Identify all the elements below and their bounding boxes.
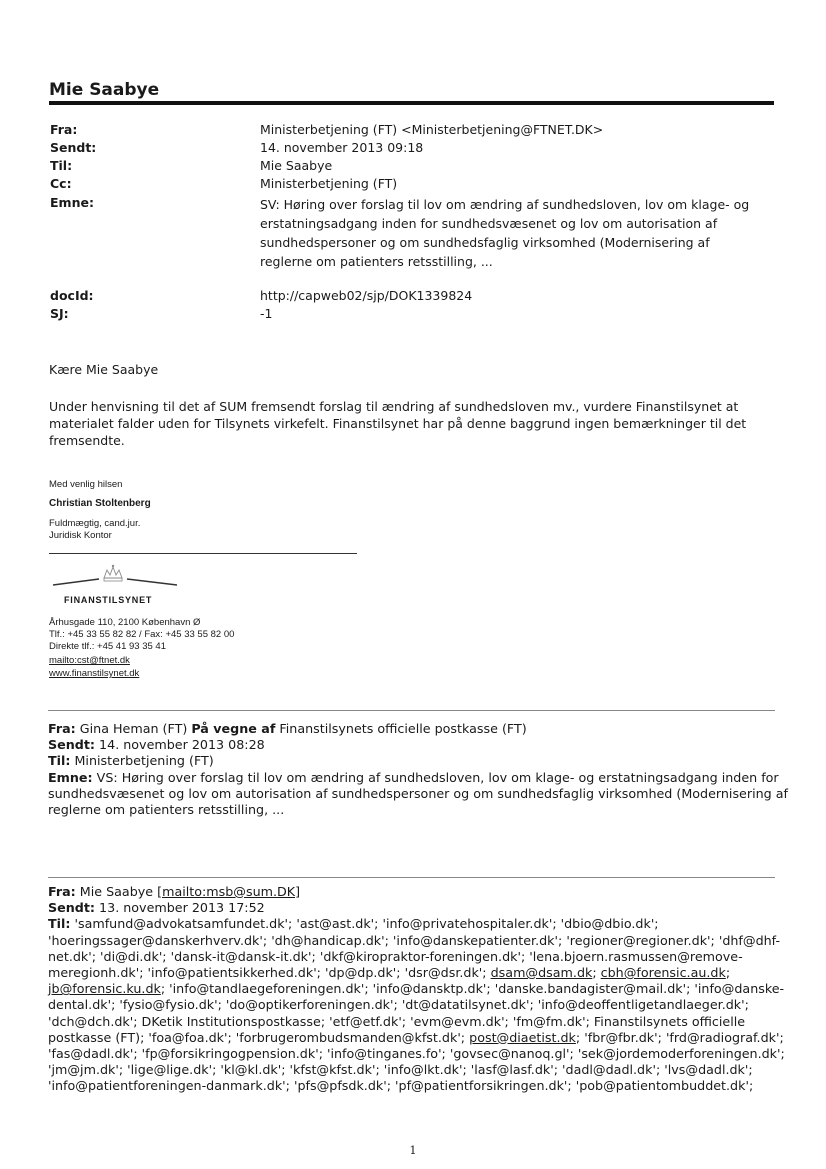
fwd1-fra-label: Fra: xyxy=(48,721,76,736)
sig-phone: Tlf.: +45 33 55 82 82 / Fax: +45 33 55 82 00 xyxy=(49,629,235,640)
meta-value-sendt: 14. november 2013 09:18 xyxy=(260,140,424,155)
meta-value-docid: http://capweb02/sjp/DOK1339824 xyxy=(260,288,473,303)
sig-address: Århusgade 110, 2100 København Ø xyxy=(49,617,201,628)
sig-title: Fuldmægtig, cand.jur. xyxy=(49,518,141,529)
greeting: Kære Mie Saabye xyxy=(49,362,159,377)
fwd1-fra-value: Gina Heman (FT) xyxy=(79,721,188,736)
fwd2-til-list-a: 'samfund@advokatsamfundet.dk'; 'ast@ast.dk'; 'info@privatehospitaler.dk'; 'dbio@dbio.dk'; 'hoeringssager@danskerhverv.dk'; 'dh@handicap.dk'; 'info@danskepatienter.dk'; 'regioner@regioner.dk'; 'dhf@dhf-net.dk'; 'di@di.dk'; 'dansk-it@dansk-it.dk'; 'dkf@kiropraktor-foreningen.dk'; 'lena.bjoern.rasmussen@remove-meregionh.dk'; 'info@patientsikkerhed.dk'; 'dp@dp.dk'; 'dsr@dsr.dk'; xyxy=(48,916,781,981)
meta-label-cc: Cc: xyxy=(50,176,72,191)
recipient-link[interactable]: post@diaetist.dk xyxy=(469,1029,576,1045)
separator xyxy=(48,877,775,878)
page-number: 1 xyxy=(409,1144,417,1157)
meta-label-til: Til: xyxy=(50,158,73,173)
sig-closing: Med venlig hilsen xyxy=(49,479,123,490)
finanstilsynet-logo xyxy=(49,561,189,591)
body-paragraph: Under henvisning til det af SUM fremsendt forslag til ændring af sundhedsloven mv., vurdere Finanstilsynet at materialet falder uden for Tilsynets virkefelt. Finanstilsynet har på denne baggrund ingen bemærkninger til det fremsendte. xyxy=(49,399,747,448)
sig-office: Juridisk Kontor xyxy=(49,530,112,541)
fwd2-til-label: Til: xyxy=(48,916,71,932)
sig-rule xyxy=(49,553,357,554)
meta-label-sendt: Sendt: xyxy=(50,140,97,155)
meta-value-fra: Ministerbetjening (FT) <Ministerbetjening@FTNET.DK> xyxy=(260,122,604,137)
meta-value-til: Mie Saabye xyxy=(260,158,333,173)
fwd1-til-label: Til: xyxy=(48,753,71,769)
fwd2-sendt-value: 13. november 2013 17:52 xyxy=(99,900,265,916)
recipient-link[interactable]: cbh@forensic.au.dk xyxy=(600,965,726,981)
meta-label-docid: docId: xyxy=(50,288,94,303)
sig-mailto-link[interactable]: mailto:cst@ftnet.dk xyxy=(49,655,130,666)
sig-direct: Direkte tlf.: +45 41 93 35 41 xyxy=(49,641,166,652)
fwd2-sendt-label: Sendt: xyxy=(48,900,95,916)
forward-header-2: Fra: Mie Saabye [mailto:msb@sum.DK] Sendt: 13. november 2013 17:52 Til: 'samfund@advokatsamfundet.dk'; 'ast@ast.dk'; 'info@privatehospitaler.dk'; 'dbio@dbio.dk'; 'hoeringssager@danskerhverv.dk'; 'dh@handicap.dk'; 'info@danskepatienter.dk'; 'regioner@regioner.dk'; 'dhf@dhf-net.dk'; 'di@di.dk'; 'dansk-it@dansk-it.dk'; 'dkf@kiropraktor-foreningen.dk'; 'lena.bjoern.rasmussen@remove-meregionh.dk'; 'info@patientsikkerhed.dk'; 'dp@dp.dk'; 'dsr@dsr.dk'; dsam@dsam.dk; cbh@forensic.au.dk; jb@forensic.ku.dk; 'info@tandlaegeforeningen.dk'; 'info@dansktp.dk'; 'danske.bandagister@mail.dk'; 'info@danske-dental.dk'; 'fysio@fysio.dk'; 'do@optikerforeningen.dk'; 'dt@datatilsynet.dk'; 'info@deoffentligetandlaeger.dk'; 'dch@dch.dk'; DKetik Institutionspostkasse; 'etf@etf.dk'; 'evm@evm.dk'; 'fm@fm.dk'; Finanstilsynets officielle postkasse (FT); 'foa@foa.dk'; 'forbrugerombudsmanden@kfst.dk'; post@diaetist.dk; 'fbr@fbr.dk'; 'frd@radiograf.dk'; 'fas@dadl.dk'; 'fp@forsikringogpension.dk'; 'info@tinganes.fo'; 'govsec@nanoq.gl'; 'sek@jordemoderforeningen.dk'; 'jm@jm.dk'; 'lige@lige.dk'; 'kl@kl.dk'; 'kfst@kfst.dk'; 'info@lkt.dk'; 'lasf@lasf.dk'; 'dadl@dadl.dk'; 'lvs@dadl.dk'; 'info@patientforeningen-danmark.dk'; 'pfs@pfsdk.dk'; 'pf@patientforsikringen.dk'; 'pob@patientombuddet.dk'; xyxy=(48,884,785,1094)
fwd2-til-list-c: 'fbr@fbr.dk'; 'frd@radiograf.dk'; 'fas@dadl.dk'; 'fp@forsikringogpension.dk'; 'info@tinganes.fo'; 'govsec@nanoq.gl'; 'sek@jordemoderforeningen.dk'; 'jm@jm.dk'; 'lige@lige.dk'; 'kl@kl.dk'; 'kfst@kfst.dk'; 'info@lkt.dk'; 'lasf@lasf.dk'; 'dadl@dadl.dk'; 'lvs@dadl.dk'; 'info@patientforeningen-danmark.dk'; 'pfs@pfsdk.dk'; 'pf@patientforsikringen.dk'; 'pob@patientombuddet.dk'; xyxy=(48,1029,785,1094)
meta-value-cc: Ministerbetjening (FT) xyxy=(260,176,398,191)
meta-label-fra: Fra: xyxy=(50,122,78,137)
forward-header-1 xyxy=(48,721,788,818)
fwd2-til-list-b: 'info@tandlaegeforeningen.dk'; 'info@dansktp.dk'; 'danske.bandagister@mail.dk'; 'info@danske-dental.dk'; 'fysio@fysio.dk'; 'do@optikerforeningen.dk'; 'dt@datatilsynet.dk'; 'info@deoffentligetandlaeger.dk'; 'dch@dch.dk'; DKetik Institutionspostkasse; 'etf@etf.dk'; 'evm@evm.dk'; 'fm@fm.dk'; Finanstilsynets officielle postkasse (FT); 'foa@foa.dk'; 'forbrugerombudsmanden@kfst.dk'; xyxy=(48,981,785,1045)
sig-name: Christian Stoltenberg xyxy=(49,498,151,509)
fwd1-pva-label: På vegne af xyxy=(191,721,276,736)
meta-label-sj: SJ: xyxy=(50,306,69,321)
logo-text: FINANSTILSYNET xyxy=(64,595,153,605)
meta-label-emne: Emne: xyxy=(50,195,94,210)
fwd1-til-value: Ministerbetjening (FT) xyxy=(74,753,214,769)
fwd2-fra-value: Mie Saabye xyxy=(79,884,154,899)
fwd1-emne-value: VS: Høring over forslag til lov om ændring af sundhedsloven, lov om klage- og erstatningsadgang inden for sundhedsvæsenet og lov om autorisation af sundhedspersoner og om sundhedsfaglig virksomhed (Modernisering af reglerne om patienters retsstilling, ... xyxy=(48,769,788,818)
fwd1-sendt-label: Sendt: xyxy=(48,737,95,753)
recipient-link[interactable]: jb@forensic.ku.dk xyxy=(48,981,161,997)
fwd1-emne-label: Emne: xyxy=(48,769,93,785)
separator xyxy=(48,710,775,711)
meta-value-emne: SV: Høring over forslag til lov om ændring af sundhedsloven, lov om klage- og erstatningsadgang inden for sundhedsvæsenet og lov om autorisation af sundhedspersoner og om sundhedsfaglig virksomhed (Modernisering af reglerne om patienters retsstilling, ... xyxy=(260,197,750,269)
page-title: Mie Saabye xyxy=(49,80,160,100)
crown-icon xyxy=(49,561,189,591)
title-rule xyxy=(49,101,774,105)
fwd2-fra-label: Fra: xyxy=(48,884,76,899)
fwd1-sendt-value: 14. november 2013 08:28 xyxy=(99,737,265,753)
meta-value-sj: -1 xyxy=(260,306,273,321)
fwd1-pva-value: Finanstilsynets officielle postkasse (FT) xyxy=(279,721,527,736)
sig-web-link[interactable]: www.finanstilsynet.dk xyxy=(49,668,140,679)
recipient-link[interactable]: dsam@dsam.dk xyxy=(490,965,593,981)
fwd2-mailto-link[interactable]: [mailto:msb@sum.DK] xyxy=(157,884,301,899)
